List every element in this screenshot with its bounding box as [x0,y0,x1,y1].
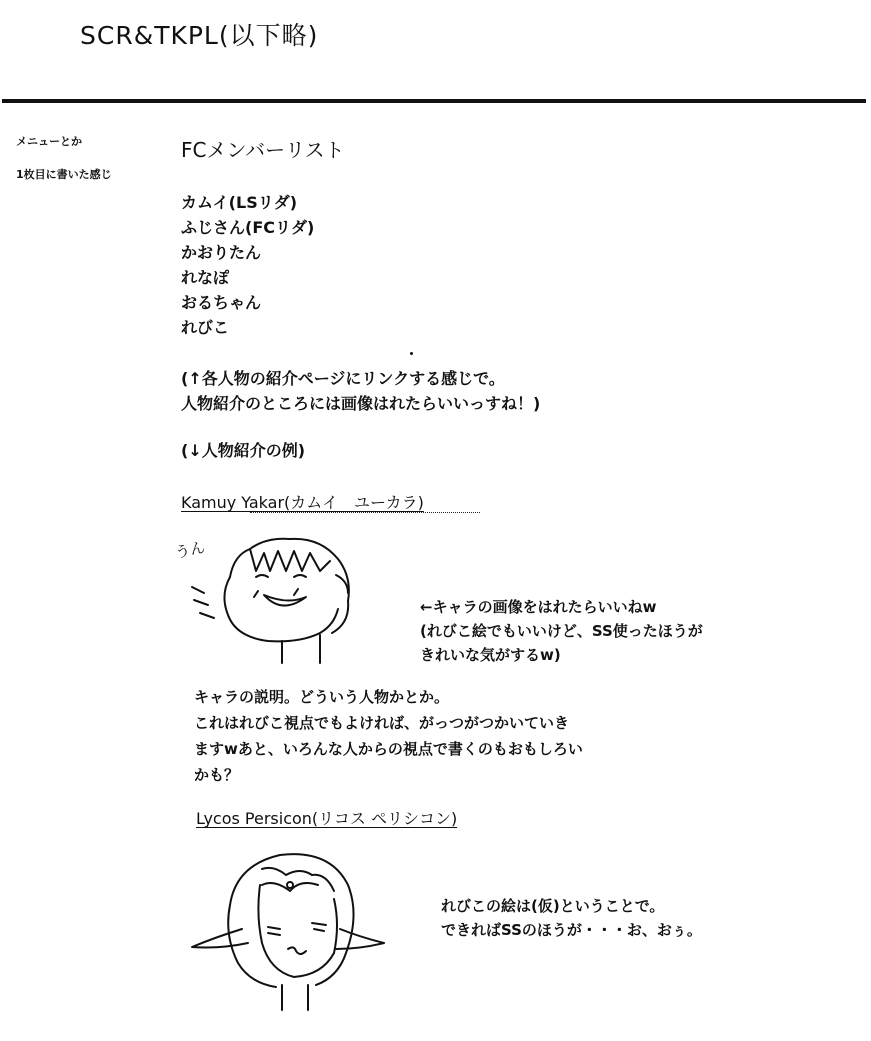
link-note [181,366,540,416]
caption-line: きれいな気がするw) [420,646,561,664]
description-line: キャラの説明。どういう人物かとか。 [194,688,450,706]
description-line: これはれびこ視点でもよければ、がっつがつかいていき [194,714,570,732]
profile-name-lycos[interactable]: Lycos Persicon(リコス ペリシコン) [196,809,458,828]
stray-dot [410,352,413,355]
caption-line: (れびこ絵でもいいけど、SS使ったほうが [420,622,703,640]
caption-line: できればSSのほうが・・・お、おぅ。 [441,921,702,939]
link-note-line: (↑各人物の紹介ページにリンクする感じで。 [181,369,505,388]
site-title: SCR&TKPL(以下略) [80,21,319,50]
kamuy-description [194,684,583,788]
member-list [181,190,314,340]
page-heading: FCメンバーリスト [181,138,345,162]
caption-line: れびこの絵は(仮)ということで。 [441,897,665,915]
profile-name-kamuy[interactable]: Kamuy Yakar(カムイ ユーカラ) [181,493,424,512]
lycos-image-caption [441,894,702,942]
member-link[interactable]: ふじさん(FCリダ) [181,218,315,237]
example-label: (↓人物紹介の例) [181,441,306,460]
doodle-text: うん [173,538,207,562]
member-link[interactable]: れびこ [181,318,230,337]
header-divider [2,99,866,103]
caption-line: ←キャラの画像をはれたらいいねw [420,598,657,616]
description-line: かも？ [194,766,240,784]
kamuy-doodle-image [170,525,370,670]
member-link[interactable]: カムイ(LSリダ) [181,193,298,212]
link-note-line: 人物紹介のところには画像はれたらいいっすね！) [181,394,541,413]
sidebar-item-menu[interactable]: メニューとか [16,135,82,148]
description-line: ますwあと、いろんな人からの視点で書くのもおもしろい [194,740,583,758]
sidebar-item-first-sheet[interactable]: 1枚目に書いた感じ [16,168,112,181]
member-link[interactable]: おるちゃん [181,293,262,312]
member-link[interactable]: かおりたん [181,243,262,262]
kamuy-image-caption [420,595,703,667]
dotted-underline [250,512,480,513]
lycos-doodle-image [190,845,390,1015]
member-link[interactable]: れなぽ [181,268,230,287]
